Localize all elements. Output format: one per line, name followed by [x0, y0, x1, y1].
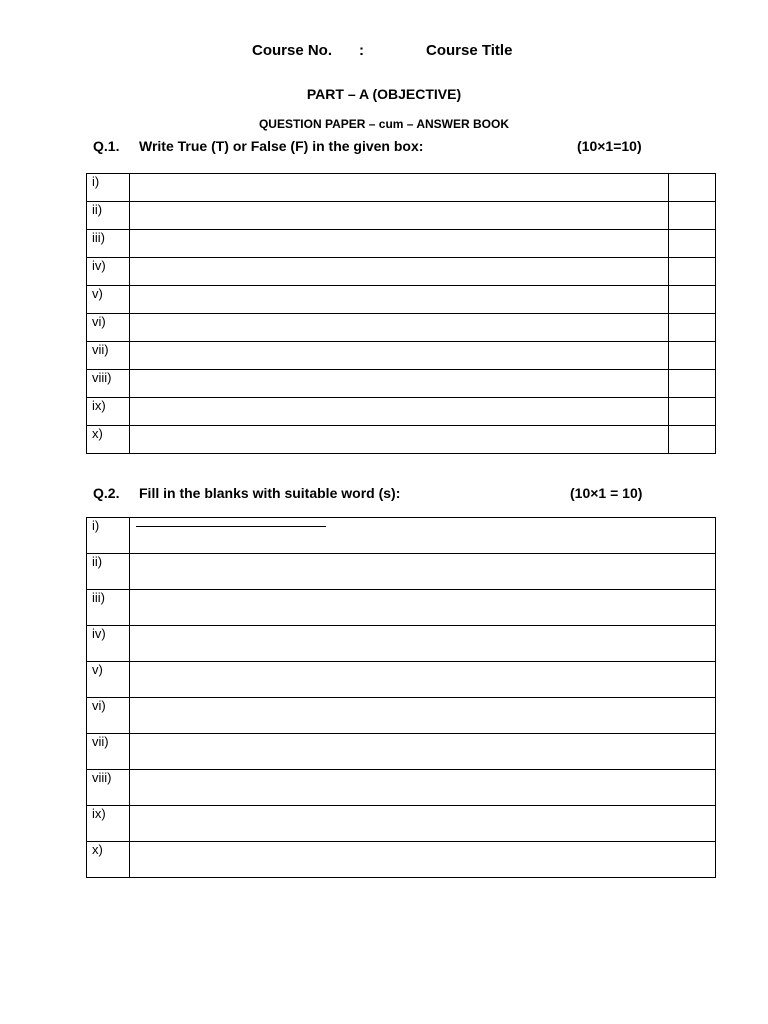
course-colon: :: [359, 42, 364, 59]
q2-instruction: Fill in the blanks with suitable word (s):: [139, 485, 401, 501]
table-row: [87, 698, 716, 734]
blank-line: [136, 526, 326, 527]
answer-box[interactable]: [669, 342, 716, 370]
row-number: v): [92, 286, 103, 301]
row-number-cell: [87, 426, 130, 454]
answer-box[interactable]: [669, 202, 716, 230]
row-number-cell: [87, 342, 130, 370]
row-number-cell: [87, 370, 130, 398]
answer-cell[interactable]: [130, 626, 716, 662]
row-number-cell: [87, 626, 130, 662]
answer-cell[interactable]: [130, 590, 716, 626]
table-row: [87, 626, 716, 662]
table-row: [87, 398, 716, 426]
answer-cell[interactable]: [130, 698, 716, 734]
statement-cell: [130, 286, 669, 314]
q2-marks: (10×1 = 10): [570, 485, 643, 501]
row-number-cell: [87, 662, 130, 698]
statement-cell: [130, 398, 669, 426]
table-row: [87, 734, 716, 770]
answer-box[interactable]: [669, 370, 716, 398]
row-number-cell: [87, 286, 130, 314]
row-number-cell: [87, 734, 130, 770]
paper-heading: QUESTION PAPER – cum – ANSWER BOOK: [258, 117, 510, 131]
row-number-cell: [87, 174, 130, 202]
q1-instruction: Write True (T) or False (F) in the given box:: [139, 138, 424, 154]
row-number: i): [92, 518, 100, 533]
row-number-cell: [87, 842, 130, 878]
table-row: [87, 314, 716, 342]
row-number: i): [92, 174, 100, 189]
statement-cell: [130, 426, 669, 454]
row-number: viii): [92, 370, 112, 385]
answer-cell[interactable]: [130, 554, 716, 590]
answer-cell[interactable]: [130, 806, 716, 842]
answer-box[interactable]: [669, 426, 716, 454]
row-number: x): [92, 426, 103, 441]
row-number-cell: [87, 314, 130, 342]
statement-cell: [130, 202, 669, 230]
true-false-table: [86, 173, 716, 454]
row-number-cell: [87, 770, 130, 806]
answer-cell[interactable]: [130, 770, 716, 806]
table-row: [87, 662, 716, 698]
table-row: [87, 342, 716, 370]
answer-cell[interactable]: [130, 518, 716, 554]
statement-cell: [130, 370, 669, 398]
row-number: iv): [92, 626, 106, 641]
row-number-cell: [87, 258, 130, 286]
row-number: vi): [92, 698, 106, 713]
statement-cell: [130, 258, 669, 286]
table-row: [87, 426, 716, 454]
row-number: vii): [92, 734, 109, 749]
table-row: [87, 554, 716, 590]
row-number: vii): [92, 342, 109, 357]
row-number: ii): [92, 554, 103, 569]
row-number-cell: [87, 202, 130, 230]
statement-cell: [130, 342, 669, 370]
answer-cell[interactable]: [130, 662, 716, 698]
table-row: [87, 230, 716, 258]
row-number: ix): [92, 398, 106, 413]
q1-number: Q.1.: [93, 138, 120, 154]
table-row: [87, 370, 716, 398]
table-row: [87, 590, 716, 626]
row-number-cell: [87, 806, 130, 842]
table-row: [87, 202, 716, 230]
statement-cell: [130, 230, 669, 258]
table-row: [87, 770, 716, 806]
row-number: iii): [92, 230, 105, 245]
row-number-cell: [87, 230, 130, 258]
row-number-cell: [87, 398, 130, 426]
row-number: vi): [92, 314, 106, 329]
answer-cell[interactable]: [130, 842, 716, 878]
row-number: iv): [92, 258, 106, 273]
q1-marks: (10×1=10): [577, 138, 642, 154]
answer-box[interactable]: [669, 314, 716, 342]
course-no-label: Course No.: [252, 42, 333, 59]
answer-cell[interactable]: [130, 734, 716, 770]
fill-blanks-table: [86, 517, 716, 878]
row-number-cell: [87, 518, 130, 554]
row-number-cell: [87, 554, 130, 590]
row-number-cell: [87, 698, 130, 734]
table-row: [87, 258, 716, 286]
table-row: [87, 174, 716, 202]
table-row: [87, 286, 716, 314]
answer-box[interactable]: [669, 258, 716, 286]
q2-number: Q.2.: [93, 485, 120, 501]
row-number: v): [92, 662, 103, 677]
row-number: x): [92, 842, 103, 857]
row-number: iii): [92, 590, 105, 605]
row-number-cell: [87, 590, 130, 626]
part-heading: PART – A (OBJECTIVE): [306, 86, 462, 102]
answer-box[interactable]: [669, 398, 716, 426]
statement-cell: [130, 314, 669, 342]
table-row: [87, 842, 716, 878]
table-row: [87, 518, 716, 554]
row-number: ix): [92, 806, 106, 821]
row-number: viii): [92, 770, 112, 785]
answer-box[interactable]: [669, 286, 716, 314]
statement-cell: [130, 174, 669, 202]
answer-box[interactable]: [669, 174, 716, 202]
answer-box[interactable]: [669, 230, 716, 258]
table-row: [87, 806, 716, 842]
row-number: ii): [92, 202, 103, 217]
course-title-label: Course Title: [426, 42, 513, 59]
